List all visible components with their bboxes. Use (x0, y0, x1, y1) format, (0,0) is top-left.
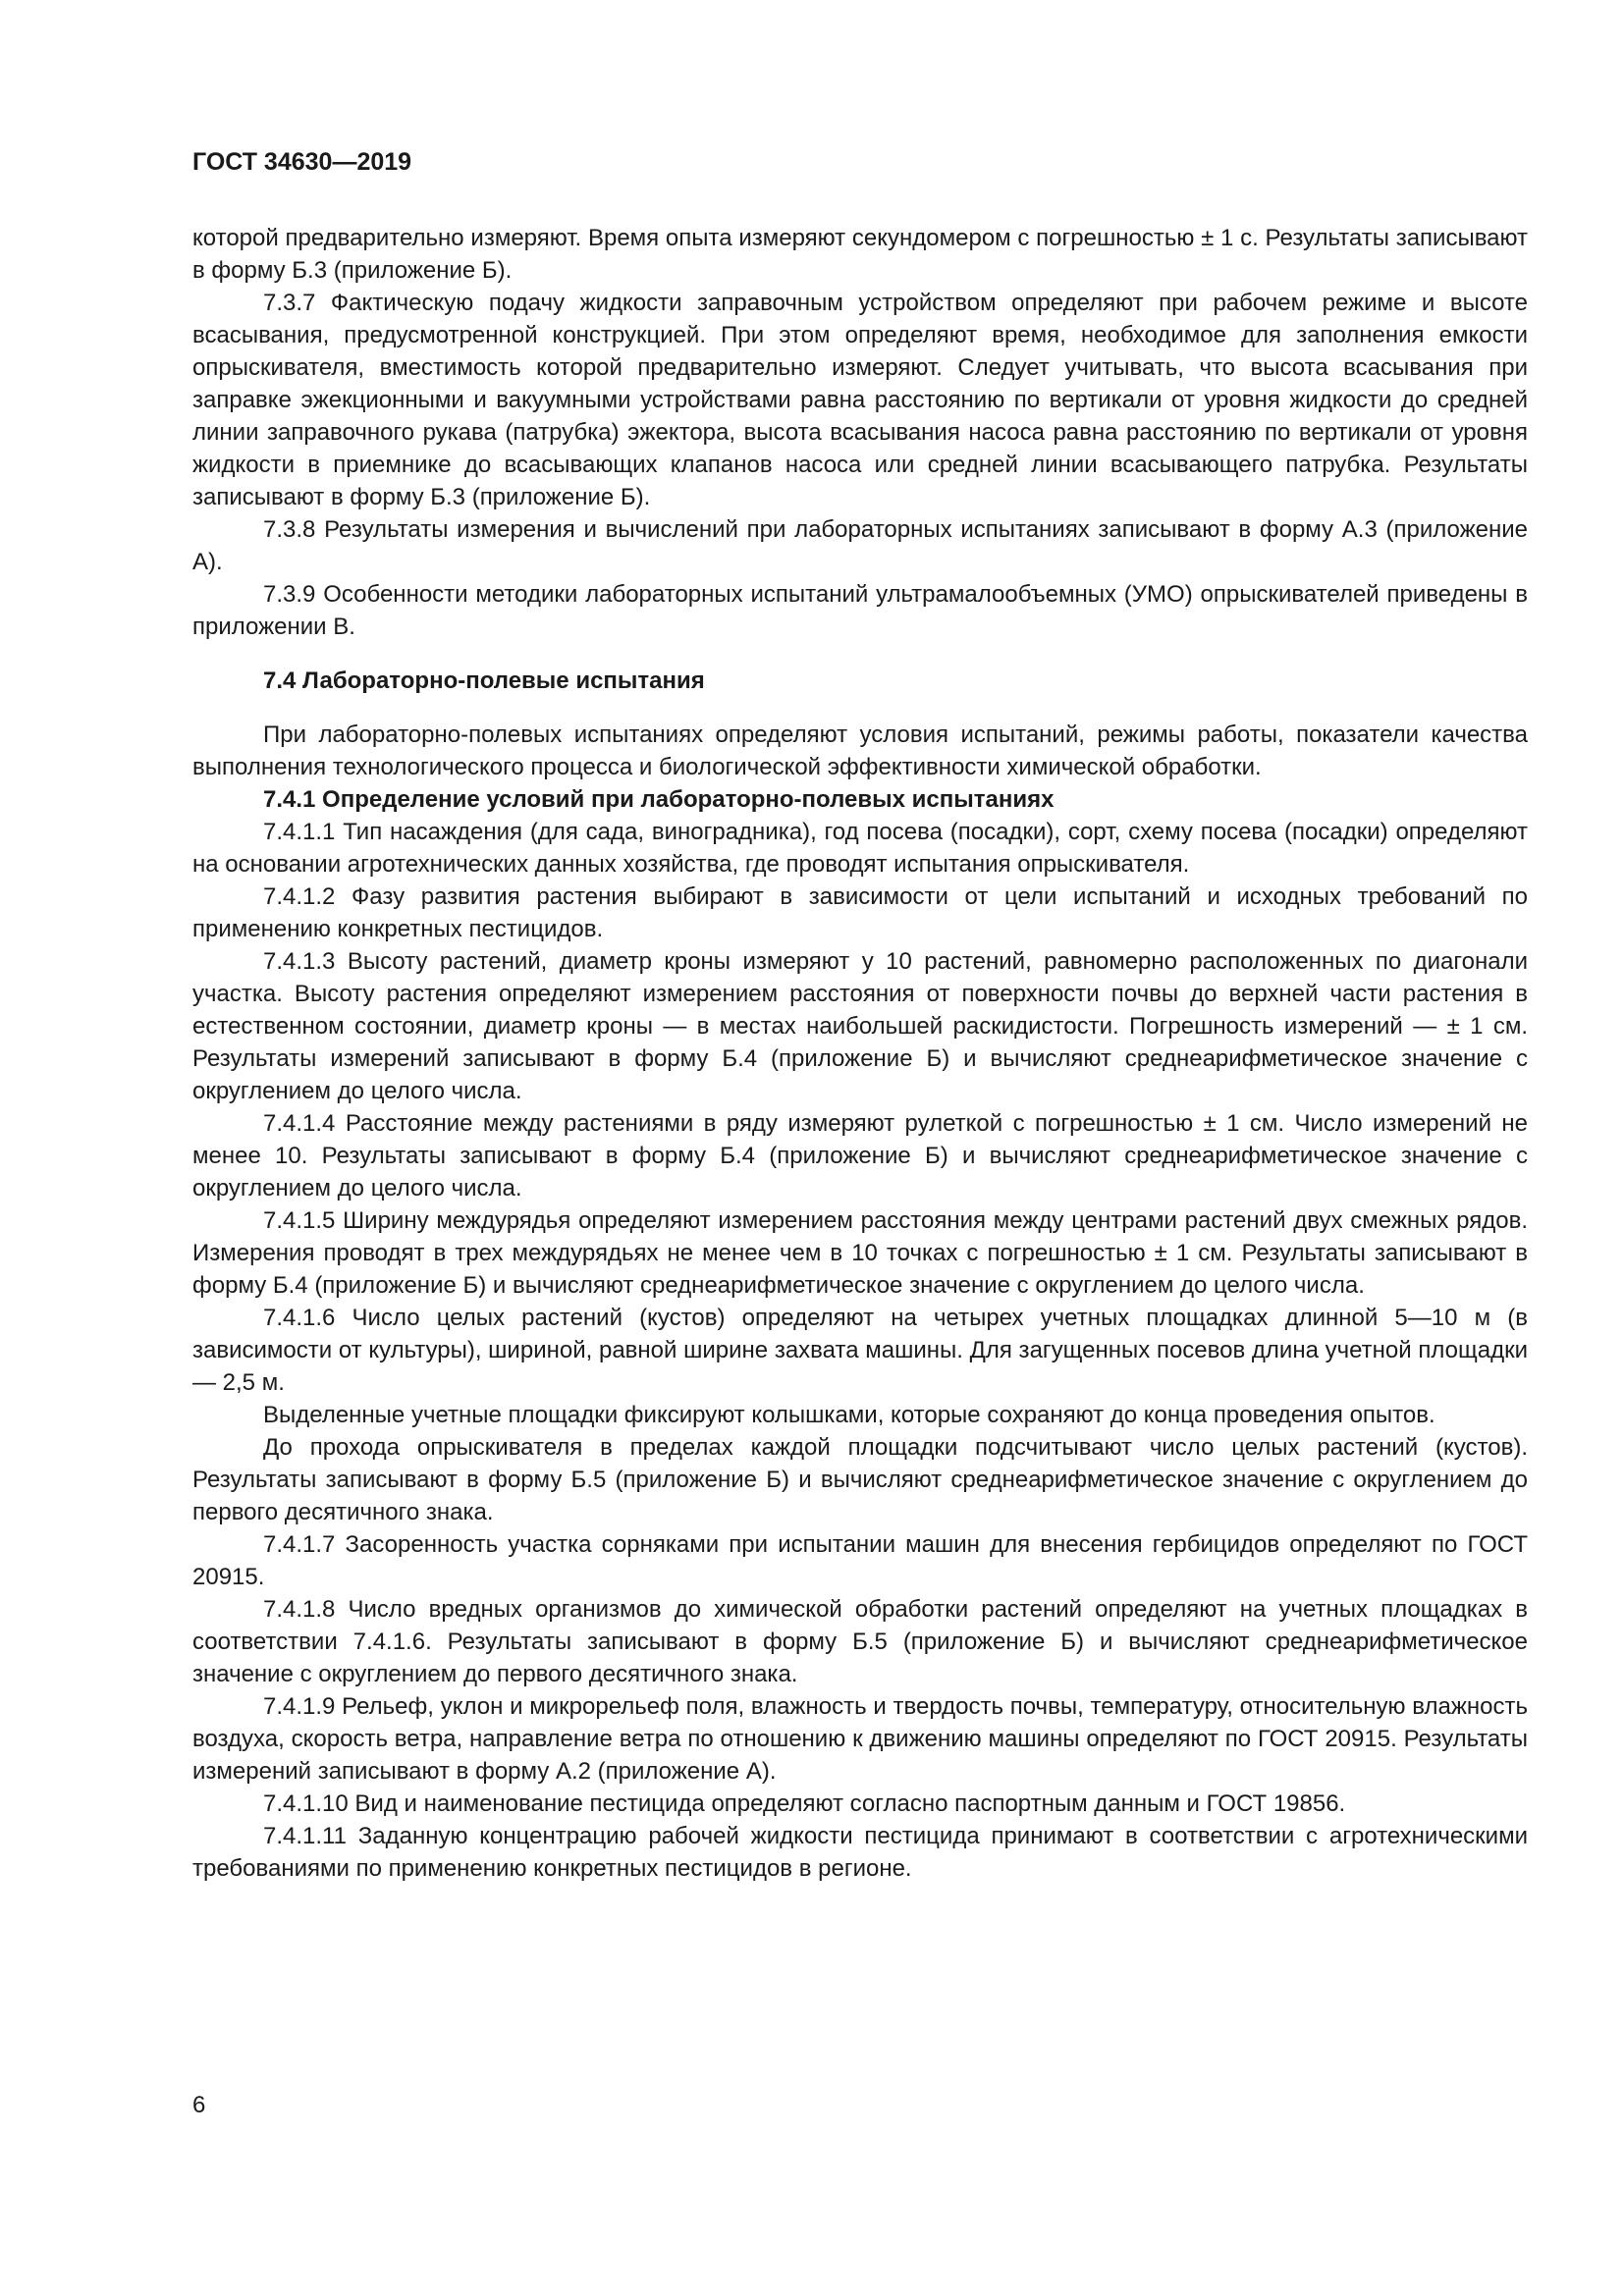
paragraph-7-4-1-6: 7.4.1.6 Число целых растений (кустов) определяют на четырех учетных площадках длинной 5—10 м (в зависимости от культуры), шириной, равной ширине захвата машины. Для загущенных посевов длина учетной площадки — 2,5 м. (192, 1305, 1528, 1396)
paragraph-7-4-1-3: 7.4.1.3 Высоту растений, диаметр кроны измеряют у 10 растений, равномерно расположенных по диагонали участка. Высоту растения определяют измерением расстояния от поверхности почвы до верхней части растения в естественном состоянии, диаметр кроны — в местах наибольшей раскидистости. Погрешность измерений — ± 1 см. Результаты измерений записывают в форму Б.4 (приложение Б) и вычисляют среднеарифметическое значение с округлением до целого числа. (192, 948, 1528, 1104)
paragraph-7-3-8: 7.3.8 Результаты измерения и вычислений при лабораторных испытаниях записывают в форму А.3 (приложение А). (192, 516, 1528, 575)
paragraph-continuation: которой предварительно измеряют. Время опыта измеряют секундомером с погрешностью ± 1 с. Результаты записывают в форму Б.3 (приложение Б). (192, 225, 1528, 284)
subsection-heading-7-4-1: 7.4.1 Определение условий при лабораторно-полевых испытаниях (263, 786, 1055, 813)
document-page (192, 147, 1528, 1885)
paragraph-7-4-intro: При лабораторно-полевых испытаниях определяют условия испытаний, режимы работы, показатели качества выполнения технологического процесса и биологической эффективности химической обработки. (192, 721, 1528, 780)
paragraph-7-4-1-10: 7.4.1.10 Вид и наименование пестицида определяют согласно паспортным данным и ГОСТ 19856. (263, 1790, 1346, 1817)
paragraph-7-3-7: 7.3.7 Фактическую подачу жидкости заправочным устройством определяют при рабочем режиме и высоте всасывания, предусмотренной конструкцией. При этом определяют время, необходимое для заполнения емкости опрыскивателя, вместимость которой предварительно измеряют. Следует учитывать, что высота всасывания при заправке эжекционными и вакуумными устройствами равна расстоянию по вертикали от уровня жидкости до средней линии заправочного рукава (патрубка) эжектора, высота всасывания насоса равна расстоянию по вертикали от уровня жидкости в приемнике до всасывающих клапанов насоса или средней линии всасывающего патрубка. Результаты записывают в форму Б.3 (приложение Б). (192, 290, 1528, 510)
paragraph-7-4-1-2: 7.4.1.2 Фазу развития растения выбирают в зависимости от цели испытаний и исходных требований по применению конкретных пестицидов. (192, 883, 1528, 942)
paragraph-before-pass: До прохода опрыскивателя в пределах каждой площадки подсчитывают число целых растений (кустов). Результаты записывают в форму Б.5 (приложение Б) и вычисляют среднеарифметическое значение с округлением до первого десятичного знака. (192, 1434, 1528, 1525)
paragraph-7-4-1-1: 7.4.1.1 Тип насаждения (для сада, виноградника), год посева (посадки), сорт, схему посева (посадки) определяют на основании агротехнических данных хозяйства, где проводят испытания опрыскивателя. (192, 819, 1528, 878)
section-heading-7-4: 7.4 Лабораторно-полевые испытания (263, 667, 705, 694)
paragraph-7-4-1-7: 7.4.1.7 Засоренность участка сорняками при испытании машин для внесения гербицидов определяют по ГОСТ 20915. (192, 1531, 1528, 1590)
paragraph-7-4-1-4: 7.4.1.4 Расстояние между растениями в ряду измеряют рулеткой с погрешностью ± 1 см. Число измерений не менее 10. Результаты записывают в форму Б.4 (приложение Б) и вычисляют среднеарифметическое значение с округлением до целого числа. (192, 1110, 1528, 1201)
document-header: ГОСТ 34630—2019 (192, 148, 412, 176)
paragraph-7-4-1-5: 7.4.1.5 Ширину междурядья определяют измерением расстояния между центрами растений двух смежных рядов. Измерения проводят в трех междурядьях не менее чем в 10 точках с погрешностью ± 1 см. Результаты записывают в форму Б.4 (приложение Б) и вычисляют среднеарифметическое значение с округлением до целого числа. (192, 1207, 1528, 1299)
paragraph-7-4-1-11: 7.4.1.11 Заданную концентрацию рабочей жидкости пестицида принимают в соответствии с агротехническими требованиями по применению конкретных пестицидов в регионе. (192, 1823, 1528, 1882)
document-body (192, 222, 1528, 1885)
paragraph-7-3-9: 7.3.9 Особенности методики лабораторных испытаний ультрамалообъемных (УМО) опрыскивателей приведены в приложении В. (192, 581, 1528, 640)
paragraph-7-4-1-9: 7.4.1.9 Рельеф, уклон и микрорельеф поля, влажность и твердость почвы, температуру, относительную влажность воздуха, скорость ветра, направление ветра по отношению к движению машины определяют по ГОСТ 20915. Результаты измерений записывают в форму А.2 (приложение А). (192, 1693, 1528, 1785)
paragraph-7-4-1-8: 7.4.1.8 Число вредных организмов до химической обработки растений определяют на учетных площадках в соответствии 7.4.1.6. Результаты записывают в форму Б.5 (приложение Б) и вычисляют среднеарифметическое значение с округлением до первого десятичного знака. (192, 1596, 1528, 1687)
page-number: 6 (192, 2092, 206, 2118)
paragraph-marked-plots: Выделенные учетные площадки фиксируют колышками, которые сохраняют до конца проведения опытов. (263, 1402, 1435, 1428)
